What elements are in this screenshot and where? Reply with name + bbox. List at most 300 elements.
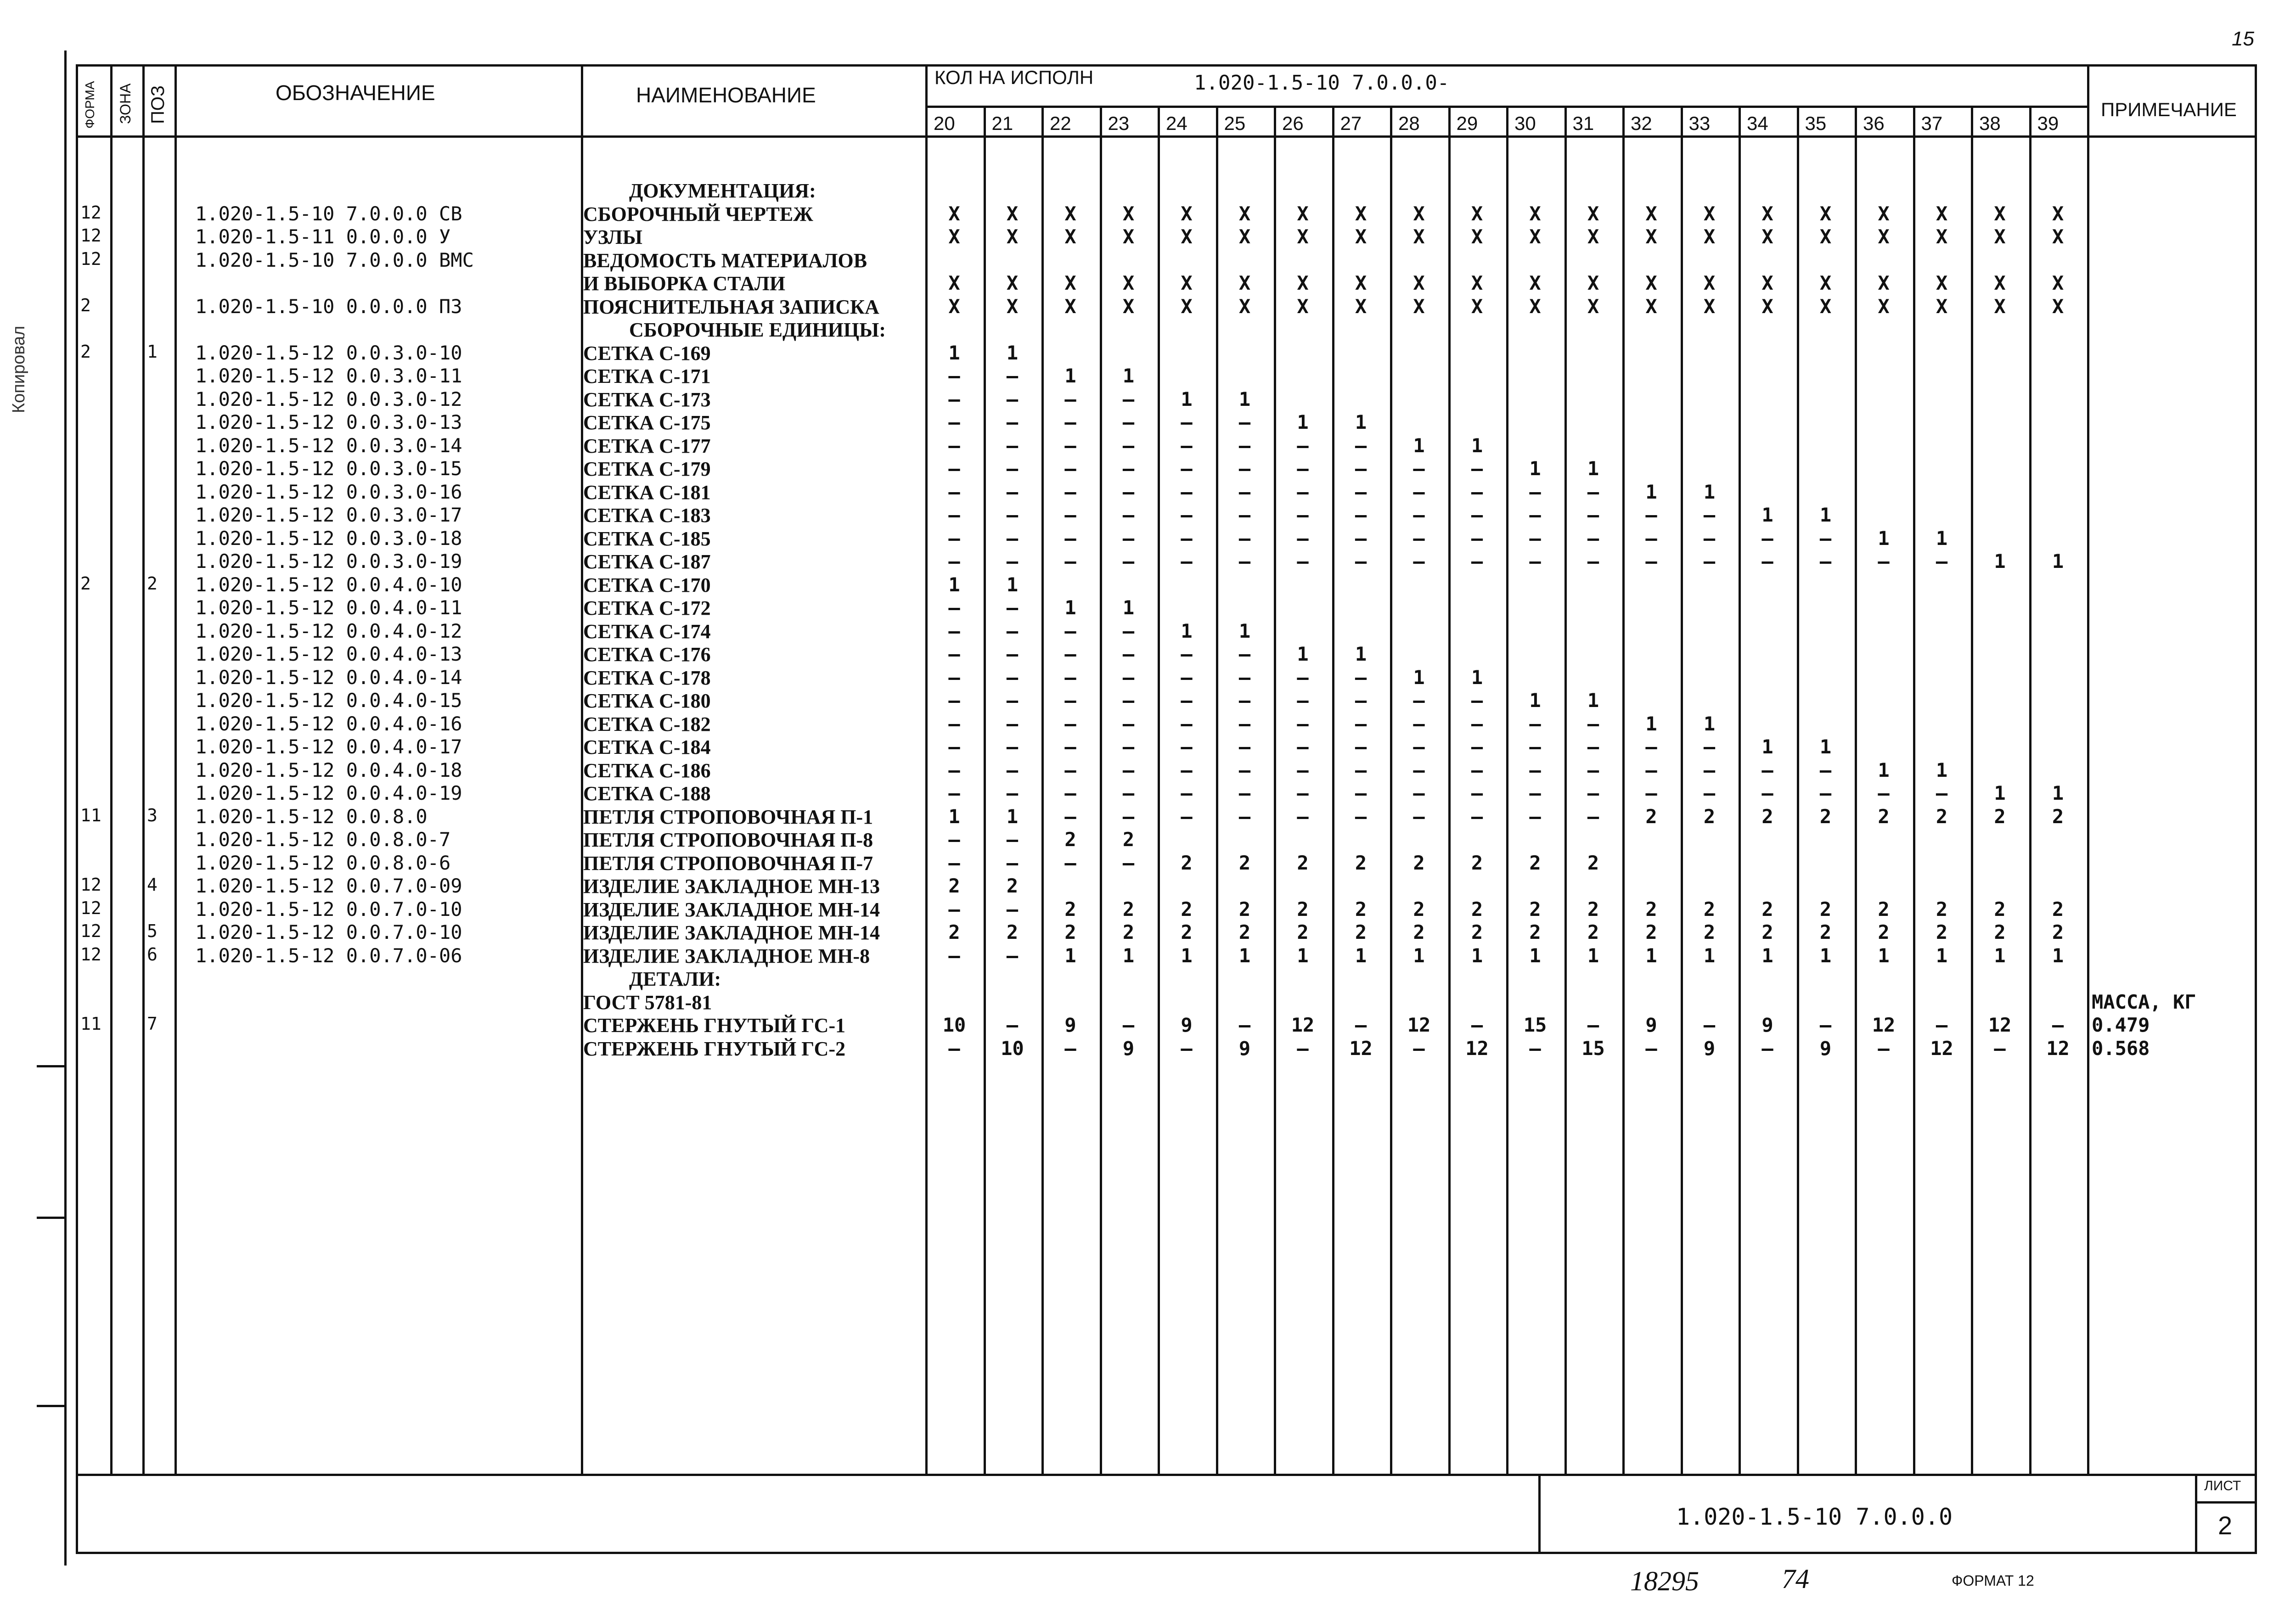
qty-cell: –: [1471, 782, 1483, 804]
row-designation: 1.020-1.5-11 0.0.0.0 У: [195, 225, 451, 248]
qty-cell: –: [1703, 735, 1716, 758]
variant-col-line: [1681, 106, 1683, 1476]
qty-cell: –: [1181, 643, 1193, 665]
qty-cell: 1: [1181, 387, 1193, 410]
qty-cell: –: [1471, 689, 1483, 712]
qty-cell: 2: [1181, 851, 1193, 874]
qty-cell: X: [1064, 295, 1076, 318]
col-line-zone: [142, 64, 145, 1476]
qty-cell: X: [2052, 202, 2064, 225]
qty-cell: X: [1645, 225, 1657, 248]
qty-cell: X: [1936, 202, 1948, 225]
qty-cell: 1: [1994, 944, 2006, 967]
qty-cell: 1: [1878, 527, 1890, 550]
qty-cell: –: [1238, 550, 1251, 572]
row-designation: 1.020-1.5-12 0.0.7.0-10: [195, 898, 462, 920]
qty-cell: 2: [1936, 921, 1948, 943]
qty-cell: –: [1122, 457, 1135, 480]
row-designation: 1.020-1.5-12 0.0.3.0-14: [195, 434, 462, 457]
row-name: ДОКУМЕНТАЦИЯ:: [629, 180, 816, 202]
qty-cell: –: [1181, 504, 1193, 526]
qty-cell: –: [1703, 758, 1716, 781]
qty-cell: –: [1064, 619, 1076, 642]
row-designation: 1.020-1.5-12 0.0.4.0-15: [195, 689, 462, 712]
row-designation: 1.020-1.5-12 0.0.3.0-19: [195, 550, 462, 572]
qty-cell: –: [1703, 782, 1716, 804]
qty-cell: –: [1238, 758, 1251, 781]
row-format: 12: [80, 921, 101, 941]
qty-cell: –: [1355, 782, 1367, 804]
qty-cell: –: [1064, 851, 1076, 874]
qty-cell: X: [1006, 272, 1019, 294]
row-name: ПЕТЛЯ СТРОПОВОЧНАЯ П-8: [583, 829, 873, 851]
qty-cell: –: [1297, 457, 1309, 480]
qty-cell: X: [948, 225, 960, 248]
qty-cell: –: [1645, 735, 1657, 758]
qty-cell: –: [948, 782, 960, 804]
qty-cell: –: [1761, 1037, 1773, 1060]
qty-cell: 2: [1471, 921, 1483, 943]
qty-cell: X: [1761, 202, 1773, 225]
qty-cell: 1: [948, 341, 960, 364]
inventory-suffix: 74: [1782, 1564, 1809, 1594]
qty-cell: –: [1819, 1014, 1832, 1036]
qty-cell: –: [1587, 527, 1599, 550]
qty-cell: 2: [1122, 921, 1135, 943]
qty-cell: 1: [1413, 944, 1425, 967]
qty-cell: –: [1297, 712, 1309, 735]
qty-cell: –: [1238, 434, 1251, 457]
qty-cell: –: [1297, 758, 1309, 781]
doc-code: 1.020-1.5-10 7.0.0.0: [1676, 1504, 1953, 1530]
qty-cell: –: [1529, 1037, 1541, 1060]
qty-cell: 1: [1181, 944, 1193, 967]
qty-cell: –: [1878, 1037, 1890, 1060]
qty-cell: X: [1122, 202, 1135, 225]
row-format: 12: [80, 202, 101, 223]
qty-cell: –: [1181, 805, 1193, 828]
qty-cell: –: [1529, 758, 1541, 781]
qty-cell: 1: [1819, 504, 1832, 526]
qty-cell: –: [1064, 527, 1076, 550]
qty-cell: 2: [1413, 921, 1425, 943]
qty-cell: 2: [1413, 851, 1425, 874]
qty-cell: 2: [1122, 898, 1135, 920]
qty-cell: 9: [1181, 1014, 1193, 1036]
qty-cell: –: [1006, 1014, 1019, 1036]
qty-cell: 1: [1064, 944, 1076, 967]
qty-cell: –: [1006, 666, 1019, 689]
qty-cell: –: [1297, 550, 1309, 572]
qty-cell: X: [1238, 295, 1251, 318]
qty-cell: –: [1238, 666, 1251, 689]
qty-cell: 2: [1878, 805, 1890, 828]
qty-cell: 1: [1064, 596, 1076, 619]
qty-cell: 2: [1703, 898, 1716, 920]
variant-header-36: 36: [1863, 112, 1885, 134]
qty-cell: X: [1529, 295, 1541, 318]
variant-col-line: [1855, 106, 1857, 1476]
qty-cell: 12: [1349, 1037, 1373, 1060]
qty-cell: –: [1471, 527, 1483, 550]
qty-cell: –: [1064, 805, 1076, 828]
qty-cell: 2: [2052, 898, 2064, 920]
qty-cell: –: [1006, 689, 1019, 712]
qty-cell: 2: [1819, 898, 1832, 920]
qty-cell: –: [1819, 527, 1832, 550]
qty-cell: –: [1238, 805, 1251, 828]
qty-cell: 1: [1297, 411, 1309, 433]
col-line-pos: [174, 64, 177, 1476]
variant-header-23: 23: [1108, 112, 1130, 134]
qty-cell: –: [1181, 411, 1193, 433]
row-name: СБОРОЧНЫЙ ЧЕРТЕЖ: [583, 202, 813, 225]
qty-cell: 1: [1471, 434, 1483, 457]
qty-cell: X: [1297, 202, 1309, 225]
qty-cell: X: [1006, 295, 1019, 318]
variant-header-33: 33: [1688, 112, 1711, 134]
qty-cell: –: [948, 411, 960, 433]
qty-cell: 2: [1819, 921, 1832, 943]
row-designation: 1.020-1.5-12 0.0.8.0-7: [195, 828, 451, 851]
variant-col-line: [1216, 106, 1218, 1476]
qty-cell: –: [1238, 643, 1251, 665]
qty-cell: 1: [948, 573, 960, 596]
qty-cell: –: [1878, 782, 1890, 804]
qty-cell: X: [1181, 225, 1193, 248]
variant-header-35: 35: [1805, 112, 1827, 134]
qty-cell: –: [1645, 527, 1657, 550]
col-line-note: [2087, 64, 2089, 1476]
qty-cell: 9: [1703, 1037, 1716, 1060]
qty-cell: –: [1471, 480, 1483, 503]
qty-cell: –: [1006, 387, 1019, 410]
qty-cell: –: [1006, 828, 1019, 851]
qty-cell: 1: [1529, 457, 1541, 480]
qty-cell: –: [1413, 758, 1425, 781]
qty-cell: 1: [1703, 480, 1716, 503]
qty-cell: –: [1994, 1037, 2006, 1060]
qty-cell: –: [1122, 504, 1135, 526]
qty-cell: X: [1413, 272, 1425, 294]
qty-cell: 2: [1529, 898, 1541, 920]
qty-cell: –: [1587, 550, 1599, 572]
qty-cell: X: [1238, 272, 1251, 294]
qty-cell: 1: [1761, 735, 1773, 758]
qty-cell: –: [1238, 782, 1251, 804]
qty-cell: –: [1355, 1014, 1367, 1036]
qty-cell: 9: [1761, 1014, 1773, 1036]
qty-cell: –: [1122, 550, 1135, 572]
margin-tick: [37, 1217, 65, 1219]
qty-cell: 2: [1994, 898, 2006, 920]
qty-cell: 2: [1064, 828, 1076, 851]
qty-cell: –: [1064, 712, 1076, 735]
qty-cell: –: [1238, 504, 1251, 526]
qty-cell: –: [1122, 805, 1135, 828]
qty-cell: –: [1064, 735, 1076, 758]
qty-cell: –: [1645, 782, 1657, 804]
row-designation: 1.020-1.5-12 0.0.4.0-13: [195, 643, 462, 665]
qty-cell: –: [1122, 712, 1135, 735]
row-format: 2: [80, 341, 91, 362]
row-designation: 1.020-1.5-12 0.0.4.0-14: [195, 666, 462, 689]
row-designation: 1.020-1.5-12 0.0.4.0-10: [195, 573, 462, 596]
row-name: ВЕДОМОСТЬ МАТЕРИАЛОВ: [583, 249, 867, 272]
qty-cell: X: [1064, 272, 1076, 294]
row-format: 11: [80, 805, 101, 825]
qty-cell: –: [1471, 550, 1483, 572]
qty-cell: 2: [1355, 851, 1367, 874]
top-page-number: 15: [2232, 28, 2254, 50]
row-name: СТЕРЖЕНЬ ГНУТЫЙ ГС-1: [583, 1014, 846, 1037]
qty-cell: 2: [1994, 921, 2006, 943]
qty-cell: X: [948, 202, 960, 225]
qty-cell: –: [1819, 782, 1832, 804]
qty-cell: –: [1006, 758, 1019, 781]
row-name: УЗЛЫ: [583, 226, 642, 248]
inventory-number: 18295: [1630, 1566, 1699, 1596]
qty-cell: 9: [1122, 1037, 1135, 1060]
row-designation: 1.020-1.5-12 0.0.4.0-12: [195, 619, 462, 642]
qty-cell: 2: [948, 921, 960, 943]
qty-cell: X: [1471, 225, 1483, 248]
qty-cell: –: [1587, 805, 1599, 828]
qty-cell: X: [1703, 225, 1716, 248]
qty-cell: –: [1006, 457, 1019, 480]
row-name: СЕТКА С-171: [583, 365, 711, 387]
variant-header-20: 20: [934, 112, 955, 134]
qty-cell: X: [1238, 202, 1251, 225]
qty-cell: 1: [1064, 365, 1076, 387]
qty-cell: –: [1761, 782, 1773, 804]
qty-cell: –: [1064, 758, 1076, 781]
qty-cell: 1: [1355, 411, 1367, 433]
qty-cell: X: [1471, 202, 1483, 225]
variant-col-line: [1041, 106, 1044, 1476]
qty-cell: X: [2052, 295, 2064, 318]
qty-cell: –: [1936, 782, 1948, 804]
qty-cell: –: [1761, 550, 1773, 572]
qty-cell: X: [1297, 225, 1309, 248]
variant-header-29: 29: [1456, 112, 1478, 134]
qty-cell: –: [1181, 735, 1193, 758]
qty-cell: 1: [1122, 365, 1135, 387]
qty-cell: 1: [1645, 480, 1657, 503]
qty-cell: –: [1413, 782, 1425, 804]
qty-cell: –: [1006, 735, 1019, 758]
qty-cell: –: [1355, 805, 1367, 828]
zone-col-header: ЗОНА: [117, 83, 134, 124]
qty-cell: –: [1006, 480, 1019, 503]
row-format: 12: [80, 944, 101, 965]
row-designation: 1.020-1.5-12 0.0.3.0-16: [195, 480, 462, 503]
qty-cell: –: [1297, 480, 1309, 503]
row-name: СЕТКА С-182: [583, 713, 711, 735]
qty-cell: –: [1122, 689, 1135, 712]
qty-cell: –: [2052, 1014, 2064, 1036]
row-format: 12: [80, 898, 101, 918]
qty-cell: X: [1122, 225, 1135, 248]
qty-cell: 2: [1645, 921, 1657, 943]
qty-cell: 1: [1645, 944, 1657, 967]
qty-cell: –: [948, 1037, 960, 1060]
qty-cell: X: [1122, 295, 1135, 318]
qty-cell: 2: [948, 875, 960, 897]
qty-cell: –: [1703, 1014, 1716, 1036]
row-name: СЕТКА С-172: [583, 597, 711, 619]
qty-cell: X: [1645, 272, 1657, 294]
qty-cell: –: [948, 944, 960, 967]
qty-cell: X: [1587, 272, 1599, 294]
row-name: СЕТКА С-175: [583, 411, 711, 434]
qty-cell: 1: [1703, 944, 1716, 967]
margin-tick: [37, 1065, 65, 1067]
qty-cell: –: [1413, 805, 1425, 828]
qty-cell: X: [1122, 272, 1135, 294]
qty-cell: –: [1006, 527, 1019, 550]
qty-cell: 1: [1297, 944, 1309, 967]
qty-cell: –: [1297, 1037, 1309, 1060]
qty-cell: 1: [1006, 573, 1019, 596]
row-name: СЕТКА С-186: [583, 759, 711, 782]
qty-cell: –: [948, 898, 960, 920]
qty-cell: 1: [1587, 944, 1599, 967]
qty-cell: 12: [1872, 1014, 1896, 1036]
row-position: 2: [147, 573, 158, 594]
row-designation: 1.020-1.5-12 0.0.7.0-06: [195, 944, 462, 967]
qty-cell: –: [948, 480, 960, 503]
qty-cell: –: [1355, 735, 1367, 758]
variant-header-34: 34: [1747, 112, 1768, 134]
row-designation: 1.020-1.5-12 0.0.3.0-17: [195, 504, 462, 526]
qty-cell: –: [1181, 712, 1193, 735]
qty-cell: X: [1645, 202, 1657, 225]
qty-cell: –: [1181, 457, 1193, 480]
qty-label: КОЛ НА ИСПОЛН: [934, 67, 1094, 88]
qty-cell: 2: [1238, 898, 1251, 920]
qty-cell: –: [948, 387, 960, 410]
row-position: 3: [147, 805, 158, 825]
row-name: ИЗДЕЛИЕ ЗАКЛАДНОЕ МН-14: [583, 921, 880, 944]
qty-cell: X: [1587, 225, 1599, 248]
qty-cell: –: [1587, 480, 1599, 503]
qty-cell: X: [1471, 272, 1483, 294]
qty-cell: X: [1936, 295, 1948, 318]
qty-cell: 1: [1529, 689, 1541, 712]
qty-cell: –: [1181, 782, 1193, 804]
qty-cell: X: [1471, 295, 1483, 318]
row-position: 7: [147, 1014, 158, 1034]
qty-cell: 1: [1413, 666, 1425, 689]
row-name: СЕТКА С-188: [583, 782, 711, 805]
variant-col-line: [1971, 106, 1973, 1476]
qty-cell: –: [1645, 1037, 1657, 1060]
qty-cell: –: [1355, 758, 1367, 781]
qty-cell: –: [1181, 434, 1193, 457]
qty-cell: 2: [1587, 898, 1599, 920]
qty-cell: 1: [1006, 341, 1019, 364]
qty-cell: X: [1529, 272, 1541, 294]
qty-cell: X: [1587, 202, 1599, 225]
qty-cell: X: [948, 272, 960, 294]
qty-cell: 9: [1645, 1014, 1657, 1036]
title-block-sheet-divider: [2195, 1474, 2197, 1554]
row-name: СЕТКА С-179: [583, 458, 711, 480]
qty-cell: –: [1761, 527, 1773, 550]
qty-cell: –: [1703, 504, 1716, 526]
row-format: 12: [80, 225, 101, 246]
qty-cell: –: [1819, 550, 1832, 572]
qty-cell: –: [1297, 689, 1309, 712]
qty-cell: 1: [1878, 758, 1890, 781]
qty-cell: –: [1587, 504, 1599, 526]
qty-cell: –: [948, 712, 960, 735]
qty-cell: –: [1529, 782, 1541, 804]
qty-cell: –: [1122, 411, 1135, 433]
qty-cell: –: [1529, 527, 1541, 550]
qty-cell: –: [1413, 504, 1425, 526]
row-name: ИЗДЕЛИЕ ЗАКЛАДНОЕ МН-14: [583, 898, 880, 921]
qty-cell: 9: [1819, 1037, 1832, 1060]
qty-cell: –: [1936, 550, 1948, 572]
qty-cell: –: [1238, 527, 1251, 550]
qty-cell: X: [1529, 202, 1541, 225]
row-designation: 1.020-1.5-12 0.0.7.0-10: [195, 921, 462, 943]
variant-header-21: 21: [991, 112, 1013, 134]
qty-cell: 2: [2052, 921, 2064, 943]
qty-cell: X: [1181, 295, 1193, 318]
qty-cell: –: [1529, 805, 1541, 828]
qty-cell: 2: [1587, 921, 1599, 943]
qty-cell: –: [1006, 898, 1019, 920]
variant-col-line: [1739, 106, 1741, 1476]
qty-cell: –: [1297, 666, 1309, 689]
row-format: 12: [80, 248, 101, 269]
qty-cell: –: [948, 365, 960, 387]
qty-cell: 1: [1122, 596, 1135, 619]
qty-cell: 12: [1291, 1014, 1315, 1036]
row-designation: 1.020-1.5-12 0.0.3.0-13: [195, 411, 462, 433]
row-designation: 1.020-1.5-12 0.0.4.0-16: [195, 712, 462, 735]
qty-cell: –: [948, 735, 960, 758]
qty-cell: –: [1587, 782, 1599, 804]
qty-cell: –: [1355, 480, 1367, 503]
qty-cell: 2: [1761, 921, 1773, 943]
qty-cell: X: [1878, 272, 1890, 294]
qty-cell: 2: [1297, 921, 1309, 943]
qty-cell: 15: [1581, 1037, 1605, 1060]
qty-cell: –: [1122, 735, 1135, 758]
qty-cell: –: [1122, 387, 1135, 410]
qty-cell: X: [1181, 272, 1193, 294]
row-name: СБОРОЧНЫЕ ЕДИНИЦЫ:: [629, 319, 886, 341]
qty-cell: –: [1471, 504, 1483, 526]
qty-cell: –: [1064, 480, 1076, 503]
qty-cell: X: [1878, 295, 1890, 318]
qty-cell: –: [1181, 1037, 1193, 1060]
qty-cell: X: [1181, 202, 1193, 225]
variant-col-line: [2029, 106, 2032, 1476]
qty-cell: –: [1181, 480, 1193, 503]
qty-cell: –: [1122, 643, 1135, 665]
qty-cell: –: [1297, 434, 1309, 457]
side-stamp: Копировал: [9, 325, 28, 413]
qty-cell: –: [948, 666, 960, 689]
qty-cell: 2: [1878, 921, 1890, 943]
qty-cell: 2: [1761, 898, 1773, 920]
qty-cell: 1: [1587, 689, 1599, 712]
